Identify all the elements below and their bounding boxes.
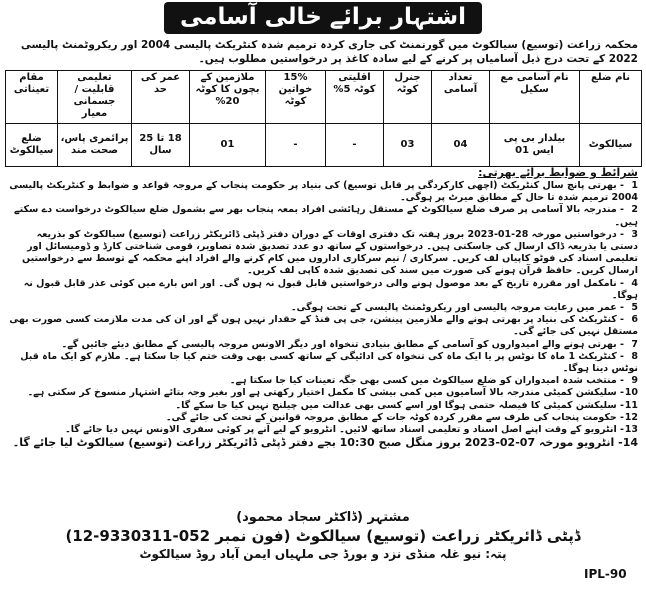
cell-district: سیالکوٹ xyxy=(580,124,642,167)
term-item: 5- عمر میں رعایت مروجہ پالیسی اور ریکروٹمنٹ پالیسی کے تحت ہوگی۔ xyxy=(290,302,638,314)
table-header-row xyxy=(6,71,642,124)
cell-posting-place: ضلع سیالکوٹ xyxy=(6,124,58,167)
header-employee-children-quota: ملازمین کے بچوں کا کوٹہ 20% xyxy=(190,71,266,124)
vacancy-table xyxy=(5,70,642,167)
terms-section xyxy=(8,166,638,450)
cell-employee-children-quota: 01 xyxy=(190,124,266,167)
term-item: 1- بھرتی پانچ سال کنٹریکٹ (اچھی کارکردگی پر قابل توسیع) کی بنیاد پر حکومت پنجاب کے مروجہ قواعد و ضوابط و کنٹریکٹ پالیسی 2004 ترمیم شدہ تا حال کے مطابق میرٹ پر ہوگی۔ xyxy=(9,180,638,204)
header-posting-place: مقام تعیناتی xyxy=(6,71,58,124)
header-general-quota: جنرل کوٹہ xyxy=(384,71,432,124)
term-item: 3- درخواستیں مورخہ 28-01-2023 بروز ہفتہ تک دفتری اوقات کے دوران دفتر ڈپٹی ڈائریکٹر زراعت (توسیع) سیالکوٹ کو بذریعہ دستی یا بذریعہ ڈاک ارسال کی جاسکتی ہیں۔ درخواستوں کے ساتھ دو عدد تصدیق شدہ تصاویر، قومی شناختی کارڈ و ڈومیسائل اور تعلیمی اسناد کی فوٹو کاپیاں لف کریں۔ سرکاری / نیم سرکاری اداروں میں کام کرنے والے افراد اپنے محکمہ کے توسط سے درخواستیں ارسال کریں۔ حافظ قرآن ہونے کی صورت میں سند کی تصدیق شدہ کاپی لف کریں۔ xyxy=(22,228,638,277)
cell-post-scale: بیلدار بی پی ایس 01 xyxy=(490,124,580,167)
term-item-interview: 14- انٹرویو مورخہ 07-02-2023 بروز منگل صبح 10:30 بجے دفتر ڈپٹی ڈائریکٹر زراعت (توسیع) سیالکوٹ لیا جائے گا۔ xyxy=(12,436,638,450)
header-age-limit: عمر کی حد xyxy=(132,71,190,124)
term-item: 7- بھرتی ہونے والے امیدواروں کو آسامی کے مطابق بنیادی تنخواہ اور دیگر الاونس مروجہ پالیسی کے مطابق دیئے جائیں گے۔ xyxy=(61,338,638,350)
term-item: 12- حکومت پنجاب کی طرف سے مقرر کردہ کوٹہ جات کے مطابق مروجہ قوانین کے تحت کی جائے گی۔ xyxy=(165,411,638,423)
intro-paragraph: محکمہ زراعت (توسیع) سیالکوٹ میں گورنمنٹ کی جاری کردہ ترمیم شدہ کنٹریکٹ پالیسی 2004 اور ریکروٹمنٹ پالیسی 2022 کے تحت درج ذیل آسامیاں پر کرنے کے لیے سادہ کاغذ پر درخواستیں مطلوب ہیں۔ xyxy=(20,39,638,65)
header-minority-quota: اقلیتی کوٹہ 5% xyxy=(326,71,384,124)
table-row xyxy=(6,124,642,167)
cell-general-quota: 03 xyxy=(384,124,432,167)
ipl-code: IPL-90 xyxy=(584,567,627,581)
title-banner xyxy=(0,2,646,34)
term-item: 8- کنٹریکٹ 1 ماہ کا نوٹس پر یا ایک ماہ کی تنخواہ کی ادائیگی کے ساتھ کسی بھی وقت ختم کیا جا سکتا ہے۔ ملازم کو ایک ماہ قبل نوٹس دینا ہوگا۔ xyxy=(20,350,638,375)
header-post-count: تعداد آسامی xyxy=(432,71,490,124)
cell-women-quota: - xyxy=(266,124,326,167)
header-post-scale: نام آسامی مع سکیل xyxy=(490,71,580,124)
header-qualification: تعلیمی قابلیت / جسمانی معیار xyxy=(58,71,132,124)
term-item: 11- سلیکشن کمیٹی کا فیصلہ حتمی ہوگا اور اسے کسی بھی عدالت میں چیلنج نہیں کیا جا سکے گا۔ xyxy=(175,399,638,411)
header-district: نام ضلع xyxy=(580,71,642,124)
terms-heading: شرائط و ضوابط برائے بھرتی: xyxy=(478,166,638,179)
signature-block xyxy=(0,509,646,562)
term-item: 4- نامکمل اور مقررہ تاریخ کے بعد موصول ہونے والی درخواستیں قابل قبول نہ ہوں گی۔ اور اس بارے میں کوئی عذر قابل قبول نہ ہوگا۔ xyxy=(23,277,638,301)
term-item: 10- سلیکشن کمیٹی مندرجہ بالا آسامیوں میں کمی بیشی کا مکمل اختیار رکھتی ہے اور بغیر وجہ بتائے اشتہار منسوخ کر سکتی ہے۔ xyxy=(27,387,638,399)
page-title: اشتہار برائے خالی آسامی xyxy=(164,2,482,34)
cell-qualification: پرائمری پاس، صحت مند xyxy=(58,124,132,167)
advertiser-name: مشتہر (ڈاکٹر سجاد محمود) xyxy=(236,510,410,525)
cell-post-count: 04 xyxy=(432,124,490,167)
term-item: 2- مندرجہ بالا آسامی پر صرف ضلع سیالکوٹ کے مستقل رہائشی افراد بمعہ پنجاب بھر سے بشمول ضلع سیالکوٹ درخواست دے سکتے ہیں۔ xyxy=(14,204,638,228)
term-item: 13- انٹرویو کے وقت اپنے اصل اسناد و تعلیمی اسناد ساتھ لائیں۔ انٹرویو کے لیے آنے پر کوئی سفری الاونس نہیں دیا جائے گا۔ xyxy=(65,424,638,436)
advertiser-office: ڈپٹی ڈائریکٹر زراعت (توسیع) سیالکوٹ (فون نمبر 052-9330311-12) xyxy=(65,527,581,545)
term-item: 6- کنٹریکٹ کی بنیاد پر بھرتی ہونے والے ملازمین پینشن، جی پی فنڈ کے حقدار نہیں ہوں گے اور ان کی مدت ملازمت کسی صورت بھی مستقل نہیں کی جائے گی۔ xyxy=(9,314,638,338)
cell-minority-quota: - xyxy=(326,124,384,167)
header-women-quota: 15% خواتین کوٹہ xyxy=(266,71,326,124)
cell-age-limit: 18 تا 25 سال xyxy=(132,124,190,167)
term-item: 9- منتخب شدہ امیدواران کو ضلع سیالکوٹ میں کسی بھی جگہ تعینات کیا جا سکتا ہے۔ xyxy=(229,375,638,387)
advertiser-address: پتہ: نیو غلہ منڈی نزد و بورڈ جی ملہیاں ایمن آباد روڈ سیالکوٹ xyxy=(139,547,507,561)
